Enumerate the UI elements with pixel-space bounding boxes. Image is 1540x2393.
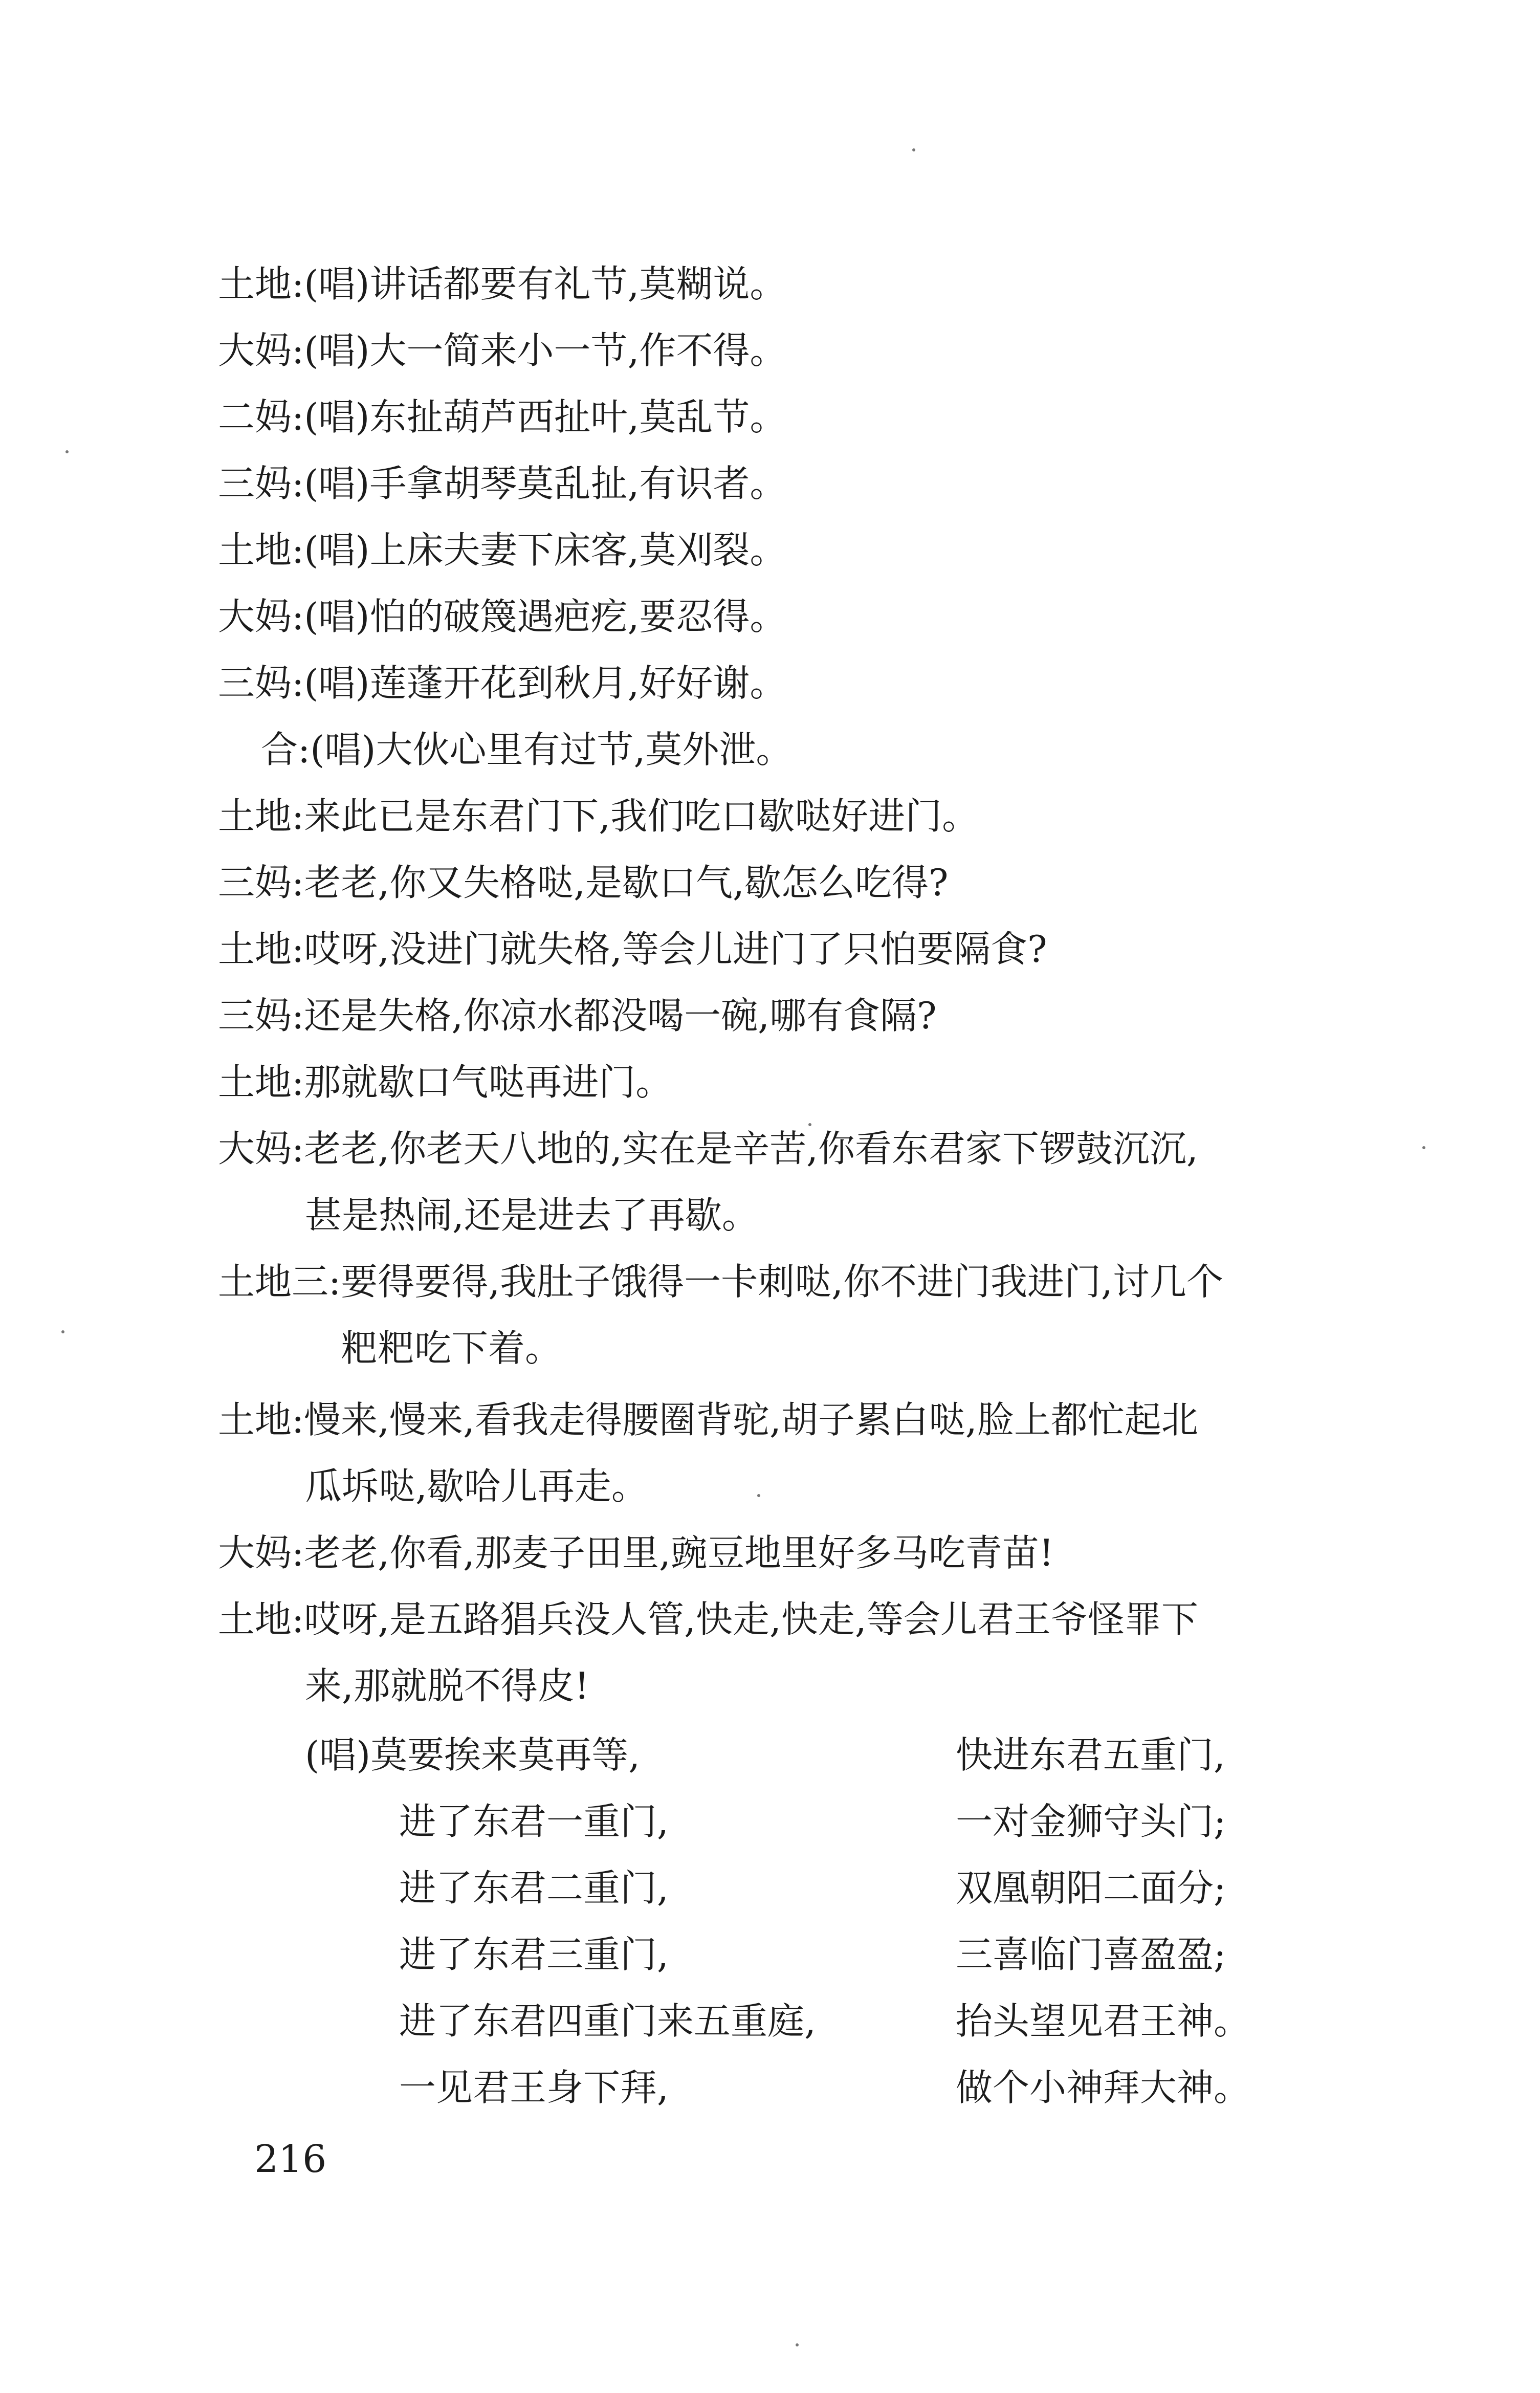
dialogue-line — [218, 517, 1425, 583]
speaker-name: 土地三 — [218, 1260, 329, 1303]
speaker-name: 大妈 — [218, 595, 292, 638]
dialogue-line — [218, 1115, 1425, 1182]
scan-speck — [757, 1494, 760, 1497]
line-text: :(唱)怕的破篾遇疤疙,要忍得。 — [292, 595, 787, 638]
dialogue-line — [218, 1520, 1425, 1586]
line-text: :那就歇口气哒再进门。 — [292, 1061, 673, 1104]
line-text: :老老,你又失格哒,是歇口气,歇怎么吃得? — [292, 861, 949, 904]
speaker-name: 合 — [261, 728, 298, 771]
line-text: :(唱)东扯葫芦西扯叶,莫乱节。 — [292, 396, 787, 438]
speaker-name: 三妈 — [218, 662, 292, 705]
dialogue-line — [218, 849, 1425, 916]
dialogue-line — [218, 783, 1425, 849]
line-text: :要得要得,我肚子饿得一卡刺哒,你不进门我进门,讨几个 — [328, 1260, 1223, 1303]
song-verse-right: 双凰朝阳二面分; — [956, 1867, 1226, 1909]
line-text: :(唱)莲蓬开花到秋月,好好谢。 — [292, 662, 787, 705]
speaker-name: 三妈 — [218, 861, 292, 904]
scan-speck — [1422, 1146, 1425, 1149]
song-verse-row — [0, 1722, 1540, 1788]
song-verse-row — [0, 1921, 1540, 1988]
speaker-name: 二妈 — [218, 396, 292, 438]
line-text: :(唱)手拿胡琴莫乱扯,有识者。 — [292, 462, 787, 505]
speaker-name: 土地 — [218, 795, 292, 838]
line-text: :老老,你老天八地的,实在是辛苦,你看东君家下锣鼓沉沉, — [292, 1127, 1198, 1170]
song-verse-row — [0, 1855, 1540, 1921]
speaker-name: 三妈 — [218, 994, 292, 1037]
speaker-name: 土地 — [218, 928, 292, 971]
dialogue-line — [218, 1049, 1425, 1115]
dialogue-line — [218, 1387, 1425, 1453]
line-text: :哎呀,是五路猖兵没人管,快走,快走,等会儿君王爷怪罪下 — [292, 1598, 1198, 1641]
dialogue-line — [218, 916, 1425, 982]
song-verse-right: 抬头望见君王神。 — [956, 2000, 1251, 2043]
dialogue-continuation: 粑粑吃下着。 — [341, 1327, 562, 1370]
scan-speck — [808, 1123, 811, 1126]
speaker-name: 大妈 — [218, 1531, 292, 1574]
dialogue-line — [218, 650, 1425, 716]
speaker-name: 大妈 — [218, 1127, 292, 1170]
scan-speck — [65, 450, 69, 453]
line-text: :(唱)上床夫妻下床客,莫刈裂。 — [292, 529, 787, 572]
speaker-name: 大妈 — [218, 329, 292, 372]
speaker-name: 三妈 — [218, 462, 292, 505]
song-verse-left: 进了东君四重门来五重庭, — [399, 2000, 816, 2043]
dialogue-line — [218, 450, 1425, 517]
song-verse-right: 做个小神拜大神。 — [956, 2066, 1251, 2109]
song-verse-row — [0, 1788, 1540, 1855]
speaker-name: 土地 — [218, 1061, 292, 1104]
dialogue-line — [218, 1586, 1425, 1653]
line-text: :还是失格,你凉水都没喝一碗,哪有食隔? — [292, 994, 937, 1037]
dialogue-line — [261, 716, 1468, 783]
line-text: :老老,你看,那麦子田里,豌豆地里好多马吃青苗! — [292, 1531, 1054, 1574]
dialogue-line — [218, 251, 1425, 317]
song-verse-left: 进了东君一重门, — [399, 1800, 669, 1843]
song-verse-row — [0, 1988, 1540, 2054]
song-verse-left: 一见君王身下拜, — [399, 2066, 669, 2109]
song-verse-left: 进了东君二重门, — [399, 1867, 669, 1909]
dialogue-line — [218, 583, 1425, 650]
dialogue-continuation: 甚是热闹,还是进去了再歇。 — [305, 1194, 759, 1237]
song-verse-right: 一对金狮守头门; — [956, 1800, 1226, 1843]
line-text: :哎呀,没进门就失格,等会儿进门了只怕要隔食? — [292, 928, 1047, 971]
song-verse-right: 快进东君五重门, — [956, 1733, 1225, 1776]
speaker-name: 土地 — [218, 529, 292, 572]
line-text: :(唱)大一简来小一节,作不得。 — [292, 329, 787, 372]
line-text: :(唱)大伙心里有过节,莫外泄。 — [298, 728, 793, 771]
dialogue-line — [218, 384, 1425, 450]
scan-speck — [796, 2343, 799, 2346]
page-number: 216 — [254, 2137, 327, 2181]
dialogue-continuation: 瓜坼哒,歇哈儿再走。 — [305, 1465, 648, 1508]
song-verse-left: (唱)莫要挨来莫再等, — [305, 1733, 641, 1776]
song-verse-row — [0, 2054, 1540, 2121]
dialogue-line — [218, 982, 1425, 1049]
line-text: :来此已是东君门下,我们吃口歇哒好进门。 — [292, 795, 979, 838]
scan-speck — [912, 148, 915, 151]
song-verse-right: 三喜临门喜盈盈; — [956, 1933, 1226, 1976]
song-verse-left: 进了东君三重门, — [399, 1933, 669, 1976]
scan-speck — [61, 1330, 64, 1333]
dialogue-continuation: 来,那就脱不得皮! — [305, 1664, 589, 1707]
speaker-name: 土地 — [218, 262, 292, 305]
line-text: :慢来,慢来,看我走得腰圈背驼,胡子累白哒,脸上都忙起北 — [292, 1398, 1198, 1441]
dialogue-line — [218, 1248, 1425, 1315]
speaker-name: 土地 — [218, 1598, 292, 1641]
speaker-name: 土地 — [218, 1398, 292, 1441]
dialogue-line — [218, 317, 1425, 384]
line-text: :(唱)讲话都要有礼节,莫糊说。 — [292, 262, 787, 305]
